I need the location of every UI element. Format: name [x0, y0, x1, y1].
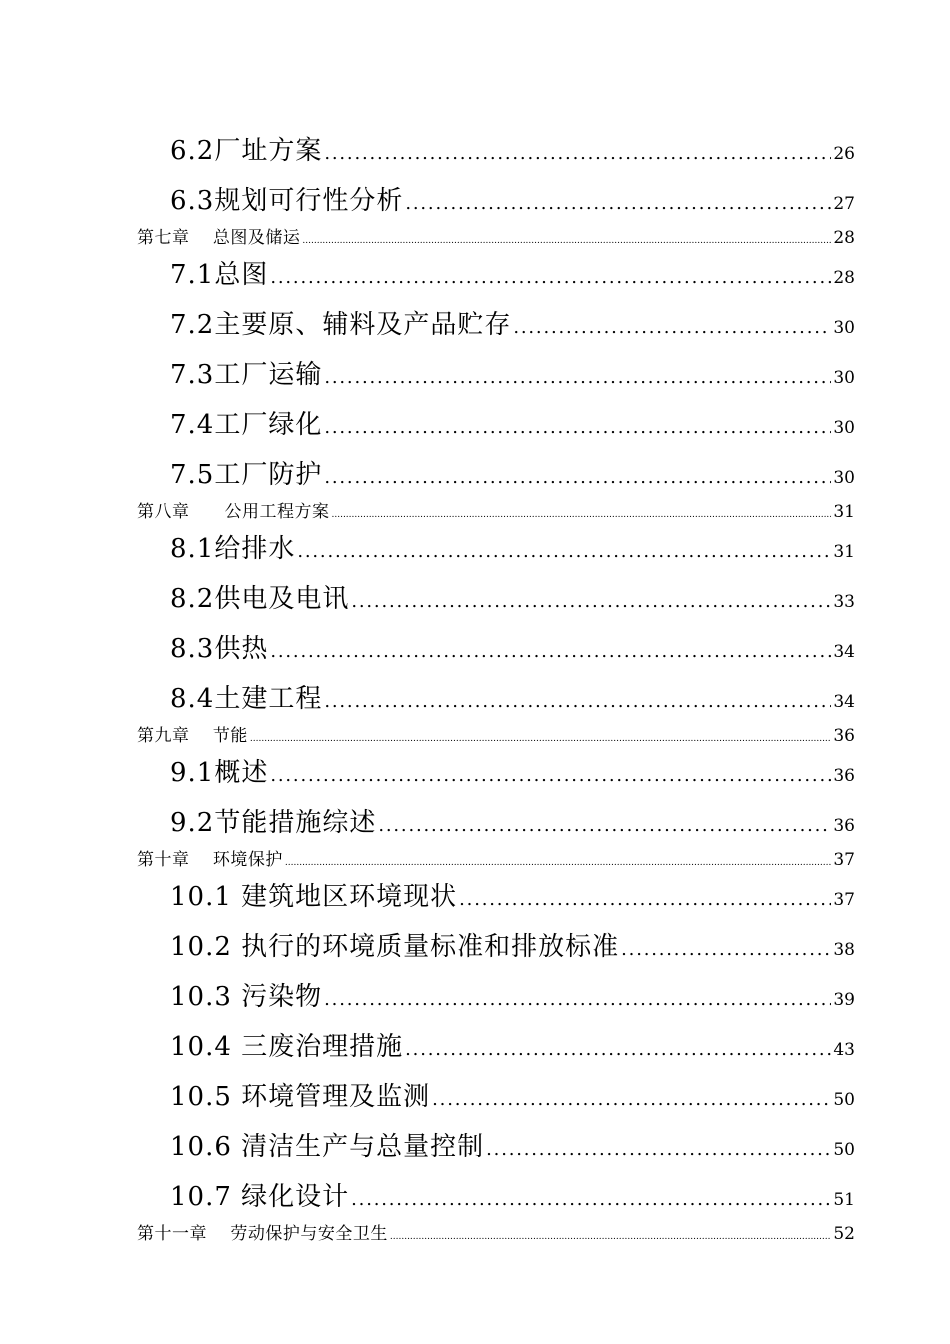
toc-chapter-title: 第九章 节能 [137, 726, 248, 746]
toc-entry-7-2[interactable] [170, 304, 855, 338]
dot-leader [324, 417, 831, 438]
toc-entry-page: 38 [833, 940, 855, 960]
toc-entry-7-5[interactable] [170, 454, 855, 488]
toc-entry-title: 10.3 污染物 [170, 982, 323, 1012]
toc-entry-6-2[interactable] [170, 130, 855, 164]
dot-leader [405, 193, 831, 214]
toc-entry-title: 6.2厂址方案 [170, 136, 323, 166]
toc-entry-title: 10.2 执行的环境质量标准和排放标准 [170, 932, 620, 962]
dot-leader [297, 541, 831, 562]
toc-entry-title: 10.4 三废治理措施 [170, 1032, 404, 1062]
toc-entry-title: 10.6 清洁生产与总量控制 [170, 1132, 485, 1162]
toc-entry-page: 31 [833, 542, 855, 562]
toc-entry-9-1[interactable] [170, 752, 855, 786]
toc-entry-page: 34 [833, 692, 855, 712]
toc-chapter-10[interactable] [137, 845, 855, 870]
toc-chapter-page: 28 [833, 228, 855, 248]
dot-leader [270, 267, 831, 288]
dot-leader [332, 510, 832, 520]
toc-entry-8-1[interactable] [170, 528, 855, 562]
toc-entry-page: 51 [833, 1190, 855, 1210]
toc-entry-page: 27 [833, 194, 855, 214]
toc-chapter-title: 第十章 环境保护 [137, 850, 283, 870]
toc-entry-page: 34 [833, 642, 855, 662]
toc-entry-page: 30 [833, 318, 855, 338]
toc-chapter-page: 37 [833, 850, 855, 870]
toc-entry-6-3[interactable] [170, 180, 855, 214]
toc-entry-page: 33 [833, 592, 855, 612]
dot-leader [351, 591, 831, 612]
toc-chapter-8[interactable] [137, 497, 855, 522]
toc-entry-10-1[interactable] [170, 876, 855, 910]
toc-entry-page: 30 [833, 368, 855, 388]
toc-entry-10-7[interactable] [170, 1176, 855, 1210]
toc-chapter-page: 36 [833, 726, 855, 746]
toc-entry-title: 6.3规划可行性分析 [170, 186, 404, 216]
toc-entry-10-2[interactable] [170, 926, 855, 960]
toc-chapter-title: 第八章 公用工程方案 [137, 502, 330, 522]
toc-entry-title: 10.1 建筑地区环境现状 [170, 882, 458, 912]
toc-entry-title: 8.1给排水 [170, 534, 296, 564]
dot-leader [459, 889, 831, 910]
toc-entry-title: 7.5工厂防护 [170, 460, 323, 490]
toc-chapter-7[interactable] [137, 223, 855, 248]
toc-entry-title: 7.1总图 [170, 260, 269, 290]
dot-leader [324, 691, 831, 712]
dot-leader [324, 367, 831, 388]
toc-entry-page: 36 [833, 766, 855, 786]
dot-leader [250, 734, 831, 744]
dot-leader [324, 143, 831, 164]
toc-entry-8-3[interactable] [170, 628, 855, 662]
toc-entry-page: 26 [833, 144, 855, 164]
toc-entry-10-3[interactable] [170, 976, 855, 1010]
toc-chapter-title: 第十一章 劳动保护与安全卫生 [137, 1224, 388, 1244]
toc-chapter-page: 52 [833, 1224, 855, 1244]
toc-entry-title: 7.2主要原、辅料及产品贮存 [170, 310, 512, 340]
toc-entry-8-2[interactable] [170, 578, 855, 612]
toc-entry-10-6[interactable] [170, 1126, 855, 1160]
toc-entry-page: 28 [833, 268, 855, 288]
toc-entry-page: 30 [833, 418, 855, 438]
toc-chapter-11[interactable] [137, 1219, 855, 1244]
dot-leader [302, 236, 831, 246]
dot-leader [324, 467, 831, 488]
toc-entry-title: 10.5 环境管理及监测 [170, 1082, 431, 1112]
toc-entry-title: 7.3工厂运输 [170, 360, 323, 390]
dot-leader [621, 939, 831, 960]
toc-entry-page: 50 [833, 1140, 855, 1160]
toc-entry-title: 8.3供热 [170, 634, 269, 664]
dot-leader [405, 1039, 831, 1060]
toc-entry-title: 8.2供电及电讯 [170, 584, 350, 614]
toc-entry-page: 30 [833, 468, 855, 488]
toc-entry-title: 7.4工厂绿化 [170, 410, 323, 440]
dot-leader [378, 815, 831, 836]
toc-entry-title: 9.2节能措施综述 [170, 808, 377, 838]
toc-chapter-title: 第七章 总图及储运 [137, 228, 301, 248]
dot-leader [270, 765, 831, 786]
toc-chapter-page: 31 [833, 502, 855, 522]
toc-entry-page: 37 [833, 890, 855, 910]
toc-entry-page: 36 [833, 816, 855, 836]
toc-chapter-9[interactable] [137, 721, 855, 746]
toc-entry-10-5[interactable] [170, 1076, 855, 1110]
dot-leader [351, 1189, 831, 1210]
toc-entry-10-4[interactable] [170, 1026, 855, 1060]
dot-leader [390, 1232, 831, 1242]
toc-entry-8-4[interactable] [170, 678, 855, 712]
dot-leader [486, 1139, 831, 1160]
toc-entry-page: 50 [833, 1090, 855, 1110]
toc-entry-7-4[interactable] [170, 404, 855, 438]
toc-entry-9-2[interactable] [170, 802, 855, 836]
dot-leader [513, 317, 831, 338]
toc-entry-title: 8.4土建工程 [170, 684, 323, 714]
toc-entry-7-3[interactable] [170, 354, 855, 388]
toc-entry-page: 39 [833, 990, 855, 1010]
dot-leader [432, 1089, 831, 1110]
dot-leader [270, 641, 831, 662]
dot-leader [285, 858, 831, 868]
toc-entry-page: 43 [833, 1040, 855, 1060]
toc-entry-title: 9.1概述 [170, 758, 269, 788]
toc-entry-title: 10.7 绿化设计 [170, 1182, 350, 1212]
dot-leader [324, 989, 831, 1010]
toc-entry-7-1[interactable] [170, 254, 855, 288]
